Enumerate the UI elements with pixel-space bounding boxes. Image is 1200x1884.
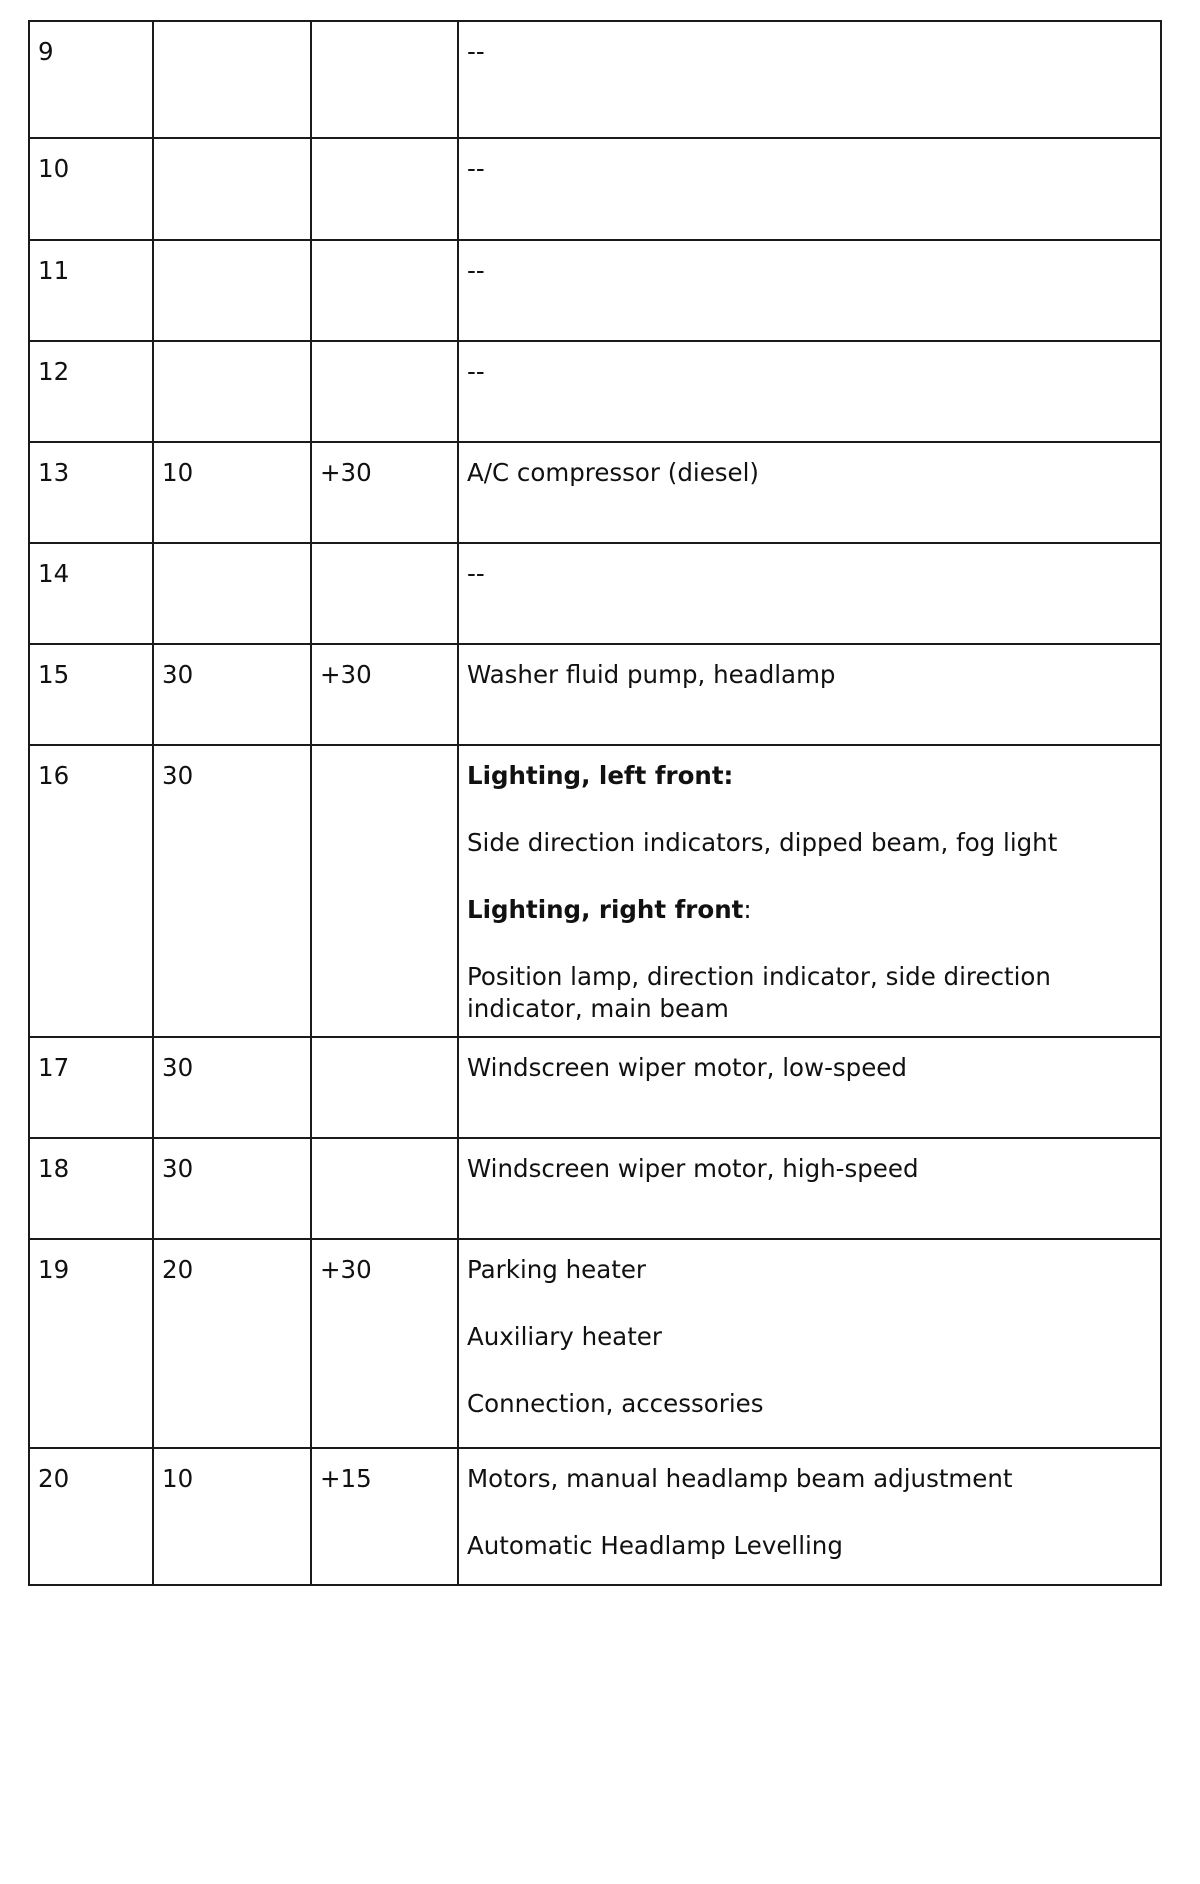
- description-line: [467, 827, 1152, 859]
- fuse-number-cell: 9: [29, 21, 153, 138]
- fuse-number-cell: 17: [29, 1037, 153, 1138]
- description-line: [467, 558, 1152, 590]
- description-text: A/C compressor (diesel): [467, 458, 759, 487]
- fuse-rating-cell: [153, 240, 311, 341]
- description-text: --: [467, 256, 485, 285]
- fuse-description-cell: [458, 138, 1161, 240]
- description-line: [467, 760, 1152, 792]
- description-line: [467, 1388, 1152, 1420]
- fuse-circuit-cell: +30: [311, 1239, 458, 1448]
- description-line: [467, 1530, 1152, 1562]
- description-text: Connection, accessories: [467, 1389, 764, 1418]
- fuse-circuit-cell: [311, 21, 458, 138]
- fuse-table-body: [29, 21, 1161, 1585]
- fuse-description-cell: [458, 1448, 1161, 1585]
- description-text: Windscreen wiper motor, low-speed: [467, 1053, 907, 1082]
- fuse-description-cell: [458, 1239, 1161, 1448]
- description-line: [467, 1052, 1152, 1084]
- description-text: :: [743, 895, 752, 924]
- table-row: [29, 442, 1161, 543]
- fuse-rating-cell: 30: [153, 644, 311, 745]
- fuse-number-cell: 19: [29, 1239, 153, 1448]
- description-text: --: [467, 154, 485, 183]
- description-text: Position lamp, direction indicator, side direction indicator, main beam: [467, 962, 1051, 1023]
- fuse-description-cell: [458, 240, 1161, 341]
- fuse-circuit-cell: +30: [311, 442, 458, 543]
- fuse-rating-cell: [153, 341, 311, 442]
- description-line: [467, 659, 1152, 691]
- table-row: [29, 240, 1161, 341]
- fuse-circuit-cell: [311, 1037, 458, 1138]
- description-text: Windscreen wiper motor, high-speed: [467, 1154, 919, 1183]
- fuse-number-cell: 12: [29, 341, 153, 442]
- fuse-number-cell: 18: [29, 1138, 153, 1239]
- table-row: [29, 21, 1161, 138]
- fuse-number-cell: 13: [29, 442, 153, 543]
- description-line: [467, 153, 1152, 185]
- fuse-table: [28, 20, 1162, 1586]
- fuse-description-cell: [458, 1138, 1161, 1239]
- fuse-circuit-cell: [311, 543, 458, 644]
- fuse-number-cell: 10: [29, 138, 153, 240]
- table-row: [29, 543, 1161, 644]
- fuse-description-cell: [458, 341, 1161, 442]
- fuse-rating-cell: 30: [153, 1138, 311, 1239]
- fuse-number-cell: 14: [29, 543, 153, 644]
- fuse-rating-cell: [153, 543, 311, 644]
- fuse-rating-cell: 30: [153, 1037, 311, 1138]
- description-heading: Lighting, right front: [467, 895, 744, 924]
- table-row: [29, 341, 1161, 442]
- fuse-rating-cell: 20: [153, 1239, 311, 1448]
- table-row: [29, 1239, 1161, 1448]
- description-text: --: [467, 559, 485, 588]
- table-row: [29, 1448, 1161, 1585]
- description-line: [467, 961, 1152, 1025]
- fuse-description-cell: [458, 543, 1161, 644]
- description-line: [467, 1254, 1152, 1286]
- description-text: Washer fluid pump, headlamp: [467, 660, 836, 689]
- table-row: [29, 745, 1161, 1037]
- fuse-circuit-cell: +30: [311, 644, 458, 745]
- description-heading: Lighting, left front:: [467, 761, 734, 790]
- fuse-rating-cell: [153, 21, 311, 138]
- fuse-number-cell: 16: [29, 745, 153, 1037]
- table-row: [29, 1138, 1161, 1239]
- description-line: [467, 1321, 1152, 1353]
- table-row: [29, 644, 1161, 745]
- fuse-rating-cell: 10: [153, 1448, 311, 1585]
- fuse-number-cell: 20: [29, 1448, 153, 1585]
- fuse-circuit-cell: [311, 745, 458, 1037]
- description-line: [467, 36, 1152, 68]
- table-row: [29, 1037, 1161, 1138]
- description-line: [467, 255, 1152, 287]
- description-line: [467, 1463, 1152, 1495]
- description-text: Automatic Headlamp Levelling: [467, 1531, 843, 1560]
- description-line: [467, 1153, 1152, 1185]
- fuse-description-cell: [458, 644, 1161, 745]
- description-text: --: [467, 37, 485, 66]
- description-text: --: [467, 357, 485, 386]
- fuse-number-cell: 11: [29, 240, 153, 341]
- fuse-circuit-cell: [311, 240, 458, 341]
- fuse-circuit-cell: +15: [311, 1448, 458, 1585]
- fuse-circuit-cell: [311, 1138, 458, 1239]
- fuse-circuit-cell: [311, 138, 458, 240]
- fuse-rating-cell: [153, 138, 311, 240]
- fuse-circuit-cell: [311, 341, 458, 442]
- fuse-description-cell: [458, 1037, 1161, 1138]
- table-row: [29, 138, 1161, 240]
- description-text: Parking heater: [467, 1255, 646, 1284]
- description-text: Side direction indicators, dipped beam, fog light: [467, 828, 1058, 857]
- description-line: [467, 457, 1152, 489]
- fuse-description-cell: [458, 21, 1161, 138]
- description-text: Motors, manual headlamp beam adjustment: [467, 1464, 1013, 1493]
- description-line: [467, 894, 1152, 926]
- description-text: Auxiliary heater: [467, 1322, 662, 1351]
- fuse-description-cell: [458, 442, 1161, 543]
- description-line: [467, 356, 1152, 388]
- fuse-description-cell: [458, 745, 1161, 1037]
- fuse-number-cell: 15: [29, 644, 153, 745]
- fuse-rating-cell: 30: [153, 745, 311, 1037]
- fuse-rating-cell: 10: [153, 442, 311, 543]
